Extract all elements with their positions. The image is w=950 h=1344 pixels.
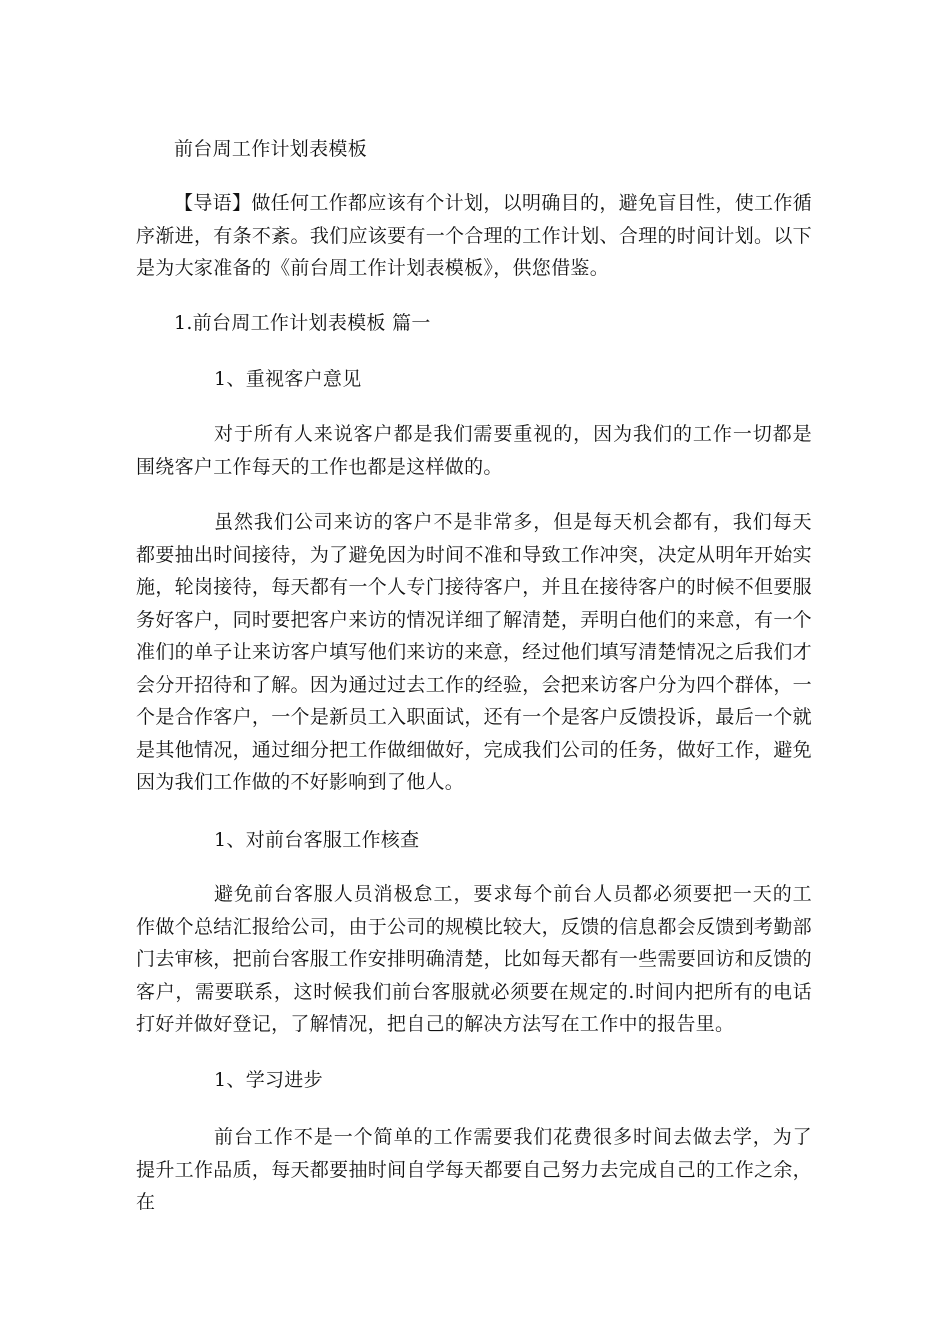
document-title: 前台周工作计划表模板 [174,138,368,160]
paragraph-customer-priority: 对于所有人来说客户都是我们需要重视的，因为我们的工作一切都是围绕客户工作每天的工作也都是这样做的。 [136,423,812,478]
subheading-service-check: 1、对前台客服工作核查 [214,829,420,851]
paragraph-learning: 前台工作不是一个简单的工作需要我们花费很多时间去做去学，为了提升工作品质，每天都要抽时间自学每天都要自己努力去完成自己的工作之余，在 [136,1126,812,1213]
subheading-customer-feedback: 1、重视客户意见 [214,368,362,390]
subheading-learning: 1、学习进步 [214,1069,323,1091]
paragraph-reception-process: 虽然我们公司来访的客户不是非常多，但是每天机会都有，我们每天都要抽出时间接待，为了避免因为时间不准和导致工作冲突，决定从明年开始实施，轮岗接待，每天都有一个人专门接待客户，并且在接待客户的时候不但要服务好客户，同时要把客户来访的情况详细了解清楚，弄明白他们的来意，有一个准们的单子让来访客户填写他们来访的来意，经过他们填写清楚情况之后我们才会分开招待和了解。因为通过过去工作的经验，会把来访客户分为四个群体，一个是合作客户，一个是新员工入职面试，还有一个是客户反馈投诉，最后一个就是其他情况，通过细分把工作做细做好，完成我们公司的任务，做好工作，避免因为我们工作做的不好影响到了他人。 [136,511,812,793]
section-heading: 1.前台周工作计划表模板 篇一 [174,312,431,334]
intro-paragraph: 【导语】做任何工作都应该有个计划，以明确目的，避免盲目性，使工作循序渐进，有条不紊。我们应该要有一个合理的工作计划、合理的时间计划。以下是为大家准备的《前台周工作计划表模板》，供您借鉴。 [136,192,812,279]
paragraph-service-check: 避免前台客服人员消极怠工，要求每个前台人员都必须要把一天的工作做个总结汇报给公司，由于公司的规模比较大，反馈的信息都会反馈到考勤部门去审核，把前台客服工作安排明确清楚，比如每天都有一些需要回访和反馈的客户，需要联系，这时候我们前台客服就必须要在规定的.时间内把所有的电话打好并做好登记，了解情况，把自己的解决方法写在工作中的报告里。 [136,883,812,1035]
